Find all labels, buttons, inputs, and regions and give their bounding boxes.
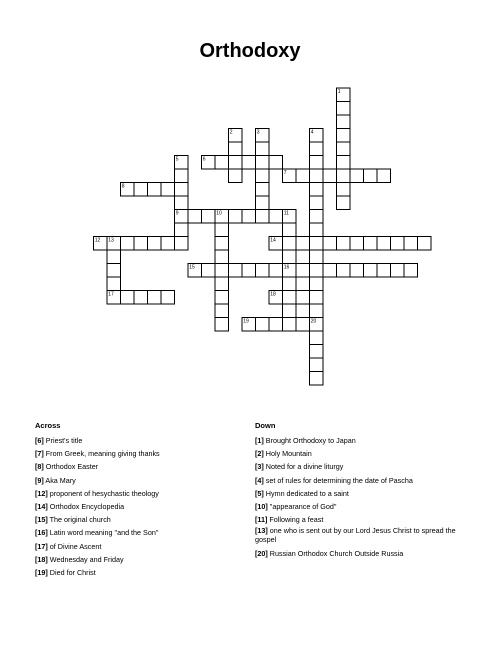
clue-text: of Divine Ascent [47, 541, 102, 551]
clue-number: [12] [35, 488, 48, 498]
grid-cell[interactable] [215, 277, 229, 291]
clue-text: Wednesday and Friday [47, 554, 124, 564]
grid-cell[interactable] [215, 156, 229, 170]
clue-text: Priest's title [43, 436, 83, 445]
clue-text: Russian Orthodox Church Outside Russia [267, 549, 404, 559]
grid-cell[interactable] [215, 237, 229, 251]
grid-cell[interactable] [229, 156, 243, 170]
down-clue [255, 487, 470, 500]
cell-number: 17 [108, 291, 114, 298]
grid-cell[interactable] [310, 183, 324, 197]
grid-cell[interactable] [377, 237, 391, 251]
grid-cell[interactable] [323, 237, 337, 251]
across-heading: Across [35, 421, 61, 430]
grid-cell[interactable] [377, 264, 391, 278]
grid-cell[interactable] [310, 345, 324, 359]
across-clue [35, 487, 235, 500]
grid-cell[interactable] [310, 264, 324, 278]
clue-number: [20] [255, 549, 268, 559]
clue-text: Following a feast [267, 515, 324, 525]
down-clue [255, 500, 470, 513]
grid-cell[interactable] [161, 291, 175, 305]
cell-number: 10 [216, 210, 222, 217]
grid-cell[interactable] [175, 169, 189, 183]
clue-number: [15] [35, 515, 48, 525]
clue-number: [8] [35, 462, 44, 472]
grid-cell[interactable] [175, 237, 189, 251]
grid-cell[interactable] [350, 169, 364, 183]
grid-cell[interactable] [229, 169, 243, 183]
grid-cell[interactable] [283, 304, 297, 318]
grid-cell[interactable] [107, 250, 121, 264]
grid-cell[interactable] [296, 291, 310, 305]
grid-cell[interactable] [175, 196, 189, 210]
clue-text: "appearance of God" [267, 502, 337, 512]
grid-cell[interactable] [364, 264, 378, 278]
grid-cell[interactable] [256, 210, 270, 224]
grid-cell[interactable] [310, 277, 324, 291]
grid-cell[interactable] [391, 237, 405, 251]
clue-text: Orthodox Easter [43, 462, 99, 472]
clue-text: Noted for a divine liturgy [263, 462, 344, 472]
cell-number: 8 [121, 183, 125, 190]
grid-cell[interactable] [215, 264, 229, 278]
cell-number: 14 [270, 237, 276, 244]
down-clue-list [255, 434, 470, 561]
clue-number: [4] [255, 475, 264, 485]
grid-cell[interactable] [148, 291, 162, 305]
grid-cell[interactable] [296, 169, 310, 183]
clue-number: [6] [35, 436, 44, 445]
down-clue [255, 547, 470, 560]
clue-number: [2] [255, 449, 264, 459]
clue-number: [11] [255, 515, 268, 525]
cell-number: 4 [310, 129, 314, 136]
grid-cell[interactable] [364, 169, 378, 183]
grid-cell[interactable] [256, 264, 270, 278]
grid-cell[interactable] [269, 156, 283, 170]
grid-cell[interactable] [337, 156, 351, 170]
grid-cell[interactable] [337, 129, 351, 143]
grid-cell[interactable] [215, 291, 229, 305]
across-clue [35, 540, 235, 553]
grid-cell[interactable] [161, 237, 175, 251]
grid-cell[interactable] [175, 183, 189, 197]
grid-cell[interactable] [310, 237, 324, 251]
grid-cell[interactable] [323, 264, 337, 278]
clue-text: Aka Mary [43, 475, 76, 485]
grid-cell[interactable] [337, 196, 351, 210]
cell-number: 9 [175, 210, 179, 217]
cell-number: 7 [283, 170, 287, 177]
clue-text: one who is sent out by our Lord Jesus Christ to spread the gospel [255, 526, 456, 545]
grid-cell[interactable] [364, 237, 378, 251]
across-clue [35, 500, 235, 513]
across-clue [35, 447, 235, 460]
clue-text: From Greek, meaning giving thanks [43, 449, 160, 459]
grid-cell[interactable] [296, 237, 310, 251]
clue-number: [9] [35, 475, 44, 485]
grid-cell[interactable] [242, 156, 256, 170]
cell-number: 18 [270, 291, 276, 298]
grid-cell[interactable] [148, 183, 162, 197]
grid-cell[interactable] [148, 237, 162, 251]
down-clue [255, 460, 470, 473]
grid-cell[interactable] [256, 183, 270, 197]
grid-cell[interactable] [296, 318, 310, 332]
grid-cell[interactable] [337, 237, 351, 251]
clue-number: [19] [35, 568, 48, 578]
grid-cell[interactable] [404, 264, 418, 278]
grid-cell[interactable] [337, 169, 351, 183]
cell-number: 13 [108, 237, 114, 244]
puzzle-title: Orthodoxy [199, 40, 301, 62]
cell-number: 12 [94, 237, 101, 244]
grid-cell[interactable] [283, 291, 297, 305]
across-clue [35, 566, 235, 579]
cell-number: 2 [229, 129, 233, 136]
cell-number: 6 [202, 156, 206, 163]
cell-number: 20 [310, 318, 317, 325]
across-clue [35, 474, 235, 487]
cell-number: 19 [243, 318, 249, 325]
clue-number: [3] [255, 462, 264, 472]
grid-cell[interactable] [310, 210, 324, 224]
grid-cell[interactable] [283, 250, 297, 264]
grid-cell[interactable] [107, 264, 121, 278]
grid-cell[interactable] [310, 156, 324, 170]
down-clue [255, 434, 470, 447]
grid-cell[interactable] [310, 291, 324, 305]
clue-number: [18] [35, 554, 48, 564]
clue-text: Hymn dedicated to a saint [263, 488, 349, 498]
grid-cell[interactable] [377, 169, 391, 183]
clue-text: set of rules for determining the date of Pascha [263, 475, 413, 485]
cell-number: 5 [175, 156, 179, 163]
grid-cell[interactable] [134, 237, 148, 251]
down-clue [255, 474, 470, 487]
cell-number: 16 [283, 264, 290, 271]
down-clues [255, 421, 470, 561]
cell-number: 11 [283, 210, 289, 217]
grid-cell[interactable] [134, 291, 148, 305]
grid-cell[interactable] [350, 237, 364, 251]
across-clue [35, 434, 235, 447]
clue-text: Holy Mountain [263, 449, 312, 459]
grid-cell[interactable] [310, 223, 324, 237]
grid-cell[interactable] [283, 318, 297, 332]
grid-cell[interactable] [175, 223, 189, 237]
grid-cell[interactable] [337, 264, 351, 278]
grid-cell[interactable] [337, 115, 351, 129]
grid-cell[interactable] [256, 196, 270, 210]
grid-cell[interactable] [310, 196, 324, 210]
grid-cell[interactable] [310, 142, 324, 156]
grid-cell[interactable] [269, 318, 283, 332]
grid-cell[interactable] [337, 102, 351, 116]
clue-text: The original church [47, 515, 111, 525]
clue-number: [10] [255, 502, 268, 512]
grid-cell[interactable] [310, 304, 324, 318]
grid-cell[interactable] [283, 223, 297, 237]
grid-cell[interactable] [310, 331, 324, 345]
grid-cell[interactable] [391, 264, 405, 278]
across-clue [35, 513, 235, 526]
clue-text: Latin word meaning "and the Son" [47, 528, 159, 538]
grid-cell[interactable] [337, 183, 351, 197]
grid-cell[interactable] [161, 183, 175, 197]
clue-number: [16] [35, 528, 48, 538]
grid-cell[interactable] [269, 264, 283, 278]
grid-cell[interactable] [242, 210, 256, 224]
grid-cell[interactable] [256, 318, 270, 332]
clue-number: [5] [255, 488, 264, 498]
grid-cell[interactable] [256, 169, 270, 183]
grid-cell[interactable] [283, 277, 297, 291]
grid-cell[interactable] [404, 237, 418, 251]
down-clue [255, 447, 470, 460]
clue-number: [13] [255, 526, 268, 536]
grid-cell[interactable] [215, 304, 229, 318]
across-clue [35, 553, 235, 566]
down-clue [255, 526, 470, 544]
grid-cell[interactable] [215, 318, 229, 332]
clue-text: Brought Orthodoxy to Japan [263, 436, 356, 445]
cell-number: 3 [256, 129, 260, 136]
clue-text: Died for Christ [47, 568, 96, 578]
grid-cell[interactable] [229, 142, 243, 156]
grid-cell[interactable] [337, 142, 351, 156]
down-heading: Down [255, 421, 276, 430]
grid-cell[interactable] [121, 237, 135, 251]
grid-cell[interactable] [310, 169, 324, 183]
grid-cell[interactable] [229, 264, 243, 278]
cell-number: 15 [189, 264, 195, 271]
across-clues [35, 421, 235, 579]
grid-cell[interactable] [323, 169, 337, 183]
across-clue-list [35, 434, 235, 579]
clue-text: proponent of hesychastic theology [47, 488, 159, 498]
grid-cell[interactable] [202, 210, 216, 224]
grid-cell[interactable] [215, 223, 229, 237]
grid-cell[interactable] [215, 250, 229, 264]
grid-cell[interactable] [256, 156, 270, 170]
grid-cell[interactable] [134, 183, 148, 197]
grid-cell[interactable] [202, 264, 216, 278]
clue-number: [7] [35, 449, 44, 459]
cell-number: 1 [337, 89, 341, 96]
across-clue [35, 460, 235, 473]
grid-cell[interactable] [121, 291, 135, 305]
grid-cell[interactable] [310, 250, 324, 264]
grid-cell[interactable] [229, 210, 243, 224]
grid-cell[interactable] [242, 264, 256, 278]
grid-cell[interactable] [350, 264, 364, 278]
clue-text: Orthodox Encyclopedia [47, 502, 125, 512]
grid-cell[interactable] [269, 210, 283, 224]
clue-number: [1] [255, 436, 264, 445]
grid-cell[interactable] [256, 142, 270, 156]
down-clue [255, 513, 470, 526]
grid-cell[interactable] [107, 277, 121, 291]
grid-cell[interactable] [310, 358, 324, 372]
grid-cell[interactable] [296, 264, 310, 278]
grid-cell[interactable] [188, 210, 202, 224]
clue-number: [14] [35, 502, 48, 512]
grid-cell[interactable] [310, 372, 324, 386]
grid-cell[interactable] [418, 237, 432, 251]
across-clue [35, 526, 235, 539]
clue-number: [17] [35, 541, 48, 551]
grid-cell[interactable] [283, 237, 297, 251]
